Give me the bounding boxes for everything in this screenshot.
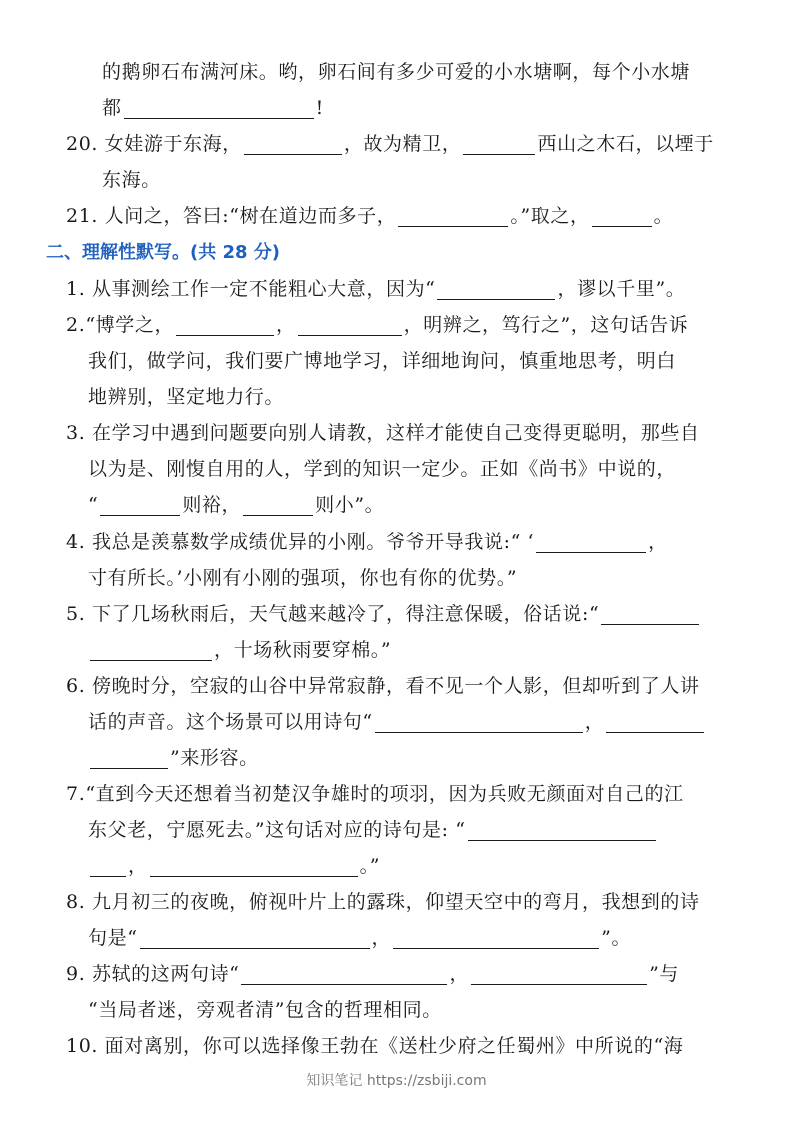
answer-blank[interactable]: [471, 964, 647, 985]
text: 则裕，: [182, 494, 242, 516]
answer-blank[interactable]: [463, 134, 535, 155]
answer-blank[interactable]: [393, 928, 599, 949]
answer-blank[interactable]: [468, 820, 656, 841]
question-5: [66, 602, 701, 626]
text: 以为是、刚愎自用的人，学到的知识一定少。正如《尚书》中说的，: [88, 458, 677, 480]
text: 则小”。: [315, 494, 385, 516]
text: 。: [653, 205, 674, 227]
answer-blank[interactable]: [243, 495, 313, 516]
text: 8. 九月初三的夜晚，俯视叶片上的露珠，仰望天空中的弯月，我想到的诗: [66, 891, 700, 913]
text-line: [88, 854, 380, 878]
text: 20. 女娃游于东海，: [66, 133, 242, 155]
text: 21. 人问之，答曰:“树在道边而多子，: [66, 205, 397, 227]
answer-blank[interactable]: [606, 712, 704, 733]
text: ，十场秋雨要穿棉。”: [214, 639, 392, 661]
answer-blank[interactable]: [536, 532, 646, 553]
text: ”与: [649, 963, 680, 985]
text: 6. 傍晚时分，空寂的山谷中异常寂静，看不见一个人影，但却听到了人讲: [66, 675, 700, 697]
text: 3. 在学习中遇到问题要向别人请教，这样才能使自己变得更聪明，那些自: [66, 422, 700, 444]
question-21: [66, 204, 673, 228]
answer-blank[interactable]: [592, 206, 652, 227]
text: ，明辨之，笃行之”，这句话告诉: [403, 314, 689, 336]
answer-blank[interactable]: [90, 640, 212, 661]
text: ，: [371, 927, 392, 949]
text: 寸有所长。’小刚有小刚的强项，你也有你的优势。”: [88, 567, 518, 589]
text-line: [102, 168, 161, 192]
text: 9. 苏轼的这两句诗“: [66, 963, 240, 985]
text-line: [88, 638, 391, 662]
text: 话的声音。这个场景可以用诗句“: [88, 711, 373, 733]
text: 。”: [359, 855, 381, 877]
answer-blank[interactable]: [244, 134, 342, 155]
text: 都: [102, 97, 122, 119]
text: 句是“: [88, 927, 138, 949]
text: ，: [128, 855, 148, 877]
text: 7.“直到今天还想着当初楚汉争雄时的项羽，因为兵败无颜面对自己的江: [66, 783, 684, 805]
question-8: [66, 890, 700, 914]
text-line: [88, 746, 259, 770]
question-9: [66, 962, 679, 986]
answer-blank[interactable]: [375, 712, 583, 733]
text-line: [88, 710, 706, 734]
text-line: [88, 457, 676, 481]
text: 我们，做学问，我们要广博地学习，详细地询问，慎重地思考，明白: [88, 350, 677, 372]
answer-blank[interactable]: [298, 315, 402, 336]
text: 10. 面对离别，你可以选择像王勃在《送杜少府之任蜀州》中所说的“海: [66, 1035, 684, 1057]
text: 1. 从事测绘工作一定不能粗心大意，因为“: [66, 278, 436, 300]
text-line: [88, 493, 384, 517]
text-line: [88, 998, 442, 1022]
text: “当局者迷，旁观者清”包含的哲理相同。: [88, 999, 442, 1021]
text: 5. 下了几场秋雨后，天气越来越冷了，得注意保暖，俗话说:“: [66, 603, 600, 625]
text: ，谬以千里”。: [557, 278, 686, 300]
text-line: [88, 926, 631, 950]
text: ”。: [601, 927, 632, 949]
text-line: [88, 385, 284, 409]
text: 东海。: [102, 169, 161, 191]
text: ，: [584, 711, 605, 733]
answer-blank[interactable]: [90, 856, 126, 877]
answer-blank[interactable]: [241, 964, 447, 985]
text-line: [88, 566, 517, 590]
question-6: [66, 674, 700, 698]
answer-blank[interactable]: [437, 279, 555, 300]
text: ，: [648, 531, 668, 553]
text: !: [315, 97, 324, 119]
answer-blank[interactable]: [176, 315, 274, 336]
text: 。”取之，: [510, 205, 590, 227]
text: ，故为精卫，: [343, 133, 462, 155]
section-heading: 二、理解性默写。(共 28 分): [46, 242, 281, 263]
question-20: [66, 132, 714, 156]
text: 东父老，宁愿死去。”这句话对应的诗句是: “: [88, 819, 466, 841]
text-line: [88, 349, 676, 373]
footer-watermark: 知识笔记 https://zsbiji.com: [306, 1073, 487, 1089]
answer-blank[interactable]: [124, 98, 314, 119]
answer-blank[interactable]: [601, 604, 699, 625]
answer-blank[interactable]: [140, 928, 370, 949]
text: 西山之木石，以堙于: [537, 133, 714, 155]
question-7: [66, 782, 684, 806]
question-3: [66, 421, 700, 445]
text: “: [88, 494, 99, 516]
text-line: [102, 60, 690, 84]
text: 2.“博学之，: [66, 314, 175, 336]
question-10: [66, 1034, 683, 1058]
text-line: [88, 818, 658, 842]
answer-blank[interactable]: [100, 495, 180, 516]
text: 4. 我总是羡慕数学成绩优异的小刚。爷爷开导我说:“ ‘: [66, 531, 535, 553]
question-1: [66, 277, 685, 301]
answer-blank[interactable]: [398, 206, 508, 227]
text: ，: [276, 314, 296, 336]
question-4: [66, 530, 668, 554]
text: ”来形容。: [170, 747, 259, 769]
answer-blank[interactable]: [90, 748, 168, 769]
text-line: [102, 96, 324, 120]
question-2: [66, 313, 688, 337]
text: 的鹅卵石布满河床。哟，卵石间有多少可爱的小水塘啊，每个小水塘: [102, 61, 691, 83]
text: 地辨别，坚定地力行。: [88, 386, 285, 408]
answer-blank[interactable]: [150, 856, 358, 877]
text: ，: [449, 963, 470, 985]
